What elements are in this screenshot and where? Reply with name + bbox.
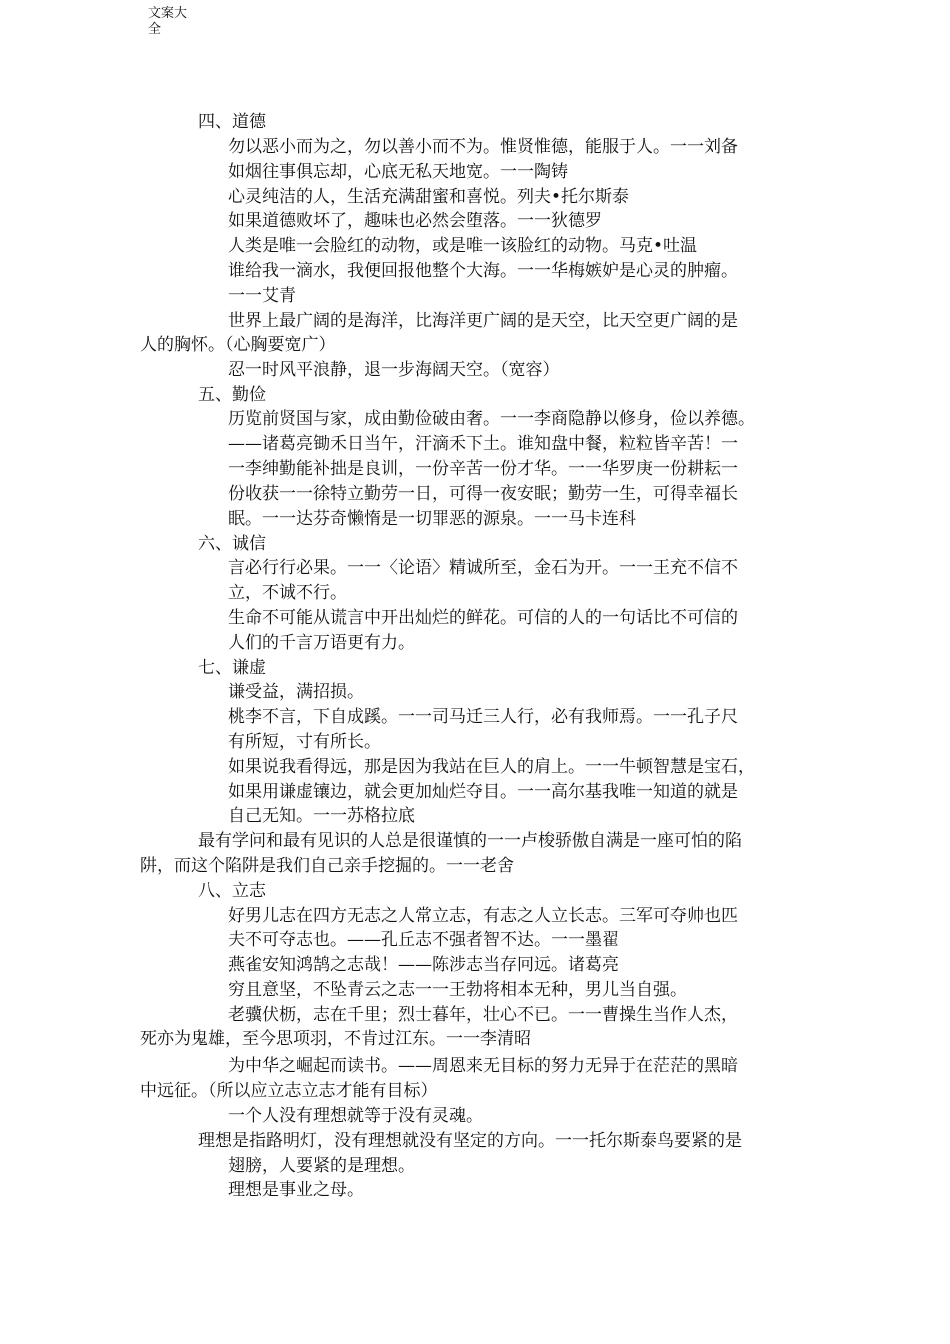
text-line: 燕雀安知鸿鹄之志哉！——陈涉志当存冋远。诸葛亮 [228, 955, 619, 975]
text-line: 理想是指路明灯，没有理想就没有坚定的方向。一一托尔斯泰鸟要紧的是 [198, 1131, 742, 1151]
text-line: 为中华之崛起而读书。——周恩来无目标的努力无异于在茫茫的黑暗 [228, 1056, 738, 1076]
text-line: 如果说我看得远，那是因为我站在巨人的肩上。一一牛顿智慧是宝石， [228, 757, 755, 777]
text-line: 一个人没有理想就等于没有灵魂。 [228, 1106, 483, 1126]
text-line: 有所短，寸有所长。 [228, 732, 381, 752]
text-line: 眠。一一达芬奇懒惰是一切罪恶的源泉。一一马卡连科 [228, 509, 636, 529]
text-line: 人的胸怀。（心胸要宽广） [140, 335, 336, 355]
text-line: 如果用谦虚镶边，就会更加灿烂夺目。一一高尔基我唯一知道的就是 [228, 782, 738, 802]
text-line: 最有学问和最有见识的人总是很谨慎的一一卢梭骄傲自满是一座可怕的陷 [198, 831, 742, 851]
text-line: 勿以恶小而为之，勿以善小而不为。惟贤惟德，能服于人。一一刘备 [228, 137, 738, 157]
section-heading-modesty: 七、谦虚 [198, 658, 266, 678]
text-line: 生命不可能从谎言中开出灿烂的鲜花。可信的人的一句话比不可信的 [228, 608, 738, 628]
text-line: ——诸葛亮锄禾日当午，汗滴禾下土。谁知盘中餐，粒粒皆辛苦！一 [228, 434, 738, 454]
text-line: 忍一时风平浪静，退一步海阔天空。（宽容） [228, 360, 560, 380]
text-line: 谁给我一滴水，我便回报他整个大海。一一华梅嫉妒是心灵的肿瘤。 [228, 261, 738, 281]
page-header [148, 6, 208, 38]
text-line: 人类是唯一会脸红的动物，或是唯一该脸红的动物。马克•吐温 [228, 236, 698, 256]
text-line: 如烟往事俱忘却，心底无私天地宽。一一陶铸 [228, 162, 568, 182]
section-heading-morality: 四、道德 [198, 112, 266, 132]
text-line: 翅膀，人要紧的是理想。 [228, 1156, 415, 1176]
text-line: 死亦为鬼雄，至今思项羽，不肯过江东。一一李清昭 [140, 1029, 531, 1049]
text-line: 世界上最广阔的是海洋，比海洋更广阔的是天空，比天空更广阔的是 [228, 311, 738, 331]
text-line: 一李绅勤能补拙是良训，一份辛苦一份才华。一一华罗庚一份耕耘一 [228, 459, 738, 479]
text-line: 言必行行必果。一一〈论语〉精诚所至，金石为开。一一王充不信不 [228, 558, 738, 578]
text-line: 中远征。（所以应立志立志才能有目标） [140, 1081, 438, 1101]
text-line: 心灵纯洁的人，生活充满甜蜜和喜悦。列夫•托尔斯泰 [228, 187, 630, 207]
text-line: 历览前贤国与家，成由勤俭破由奢。一一李商隐静以修身，俭以养德。 [228, 409, 755, 429]
section-heading-frugality: 五、勤俭 [198, 385, 266, 405]
text-line: 好男儿志在四方无志之人常立志，有志之人立长志。三军可夺帅也匹 [228, 906, 738, 926]
text-line: 理想是事业之母。 [228, 1180, 364, 1200]
text-line: 一一艾青 [228, 286, 296, 306]
section-heading-ambition: 八、立志 [198, 881, 266, 901]
header-line-2: 全 [148, 22, 162, 37]
text-line: 夫不可夺志也。——孔丘志不强者智不达。一一墨翟 [228, 930, 619, 950]
text-line: 立，不诚不行。 [228, 583, 347, 603]
text-line: 人们的千言万语更有力。 [228, 633, 415, 653]
text-line: 老骥伏枥，志在千里；烈士暮年，壮心不已。一一曹操生当作人杰， [228, 1005, 738, 1025]
text-line: 桃李不言，下自成蹊。一一司马迁三人行，必有我师焉。一一孔子尺 [228, 707, 738, 727]
section-heading-integrity: 六、诚信 [198, 534, 266, 554]
text-line: 阱，而这个陷阱是我们自己亲手挖掘的。一一老舍 [140, 856, 514, 876]
text-line: 自己无知。一一苏格拉底 [228, 806, 415, 826]
text-line: 穷且意坚，不坠青云之志一一王勃将相本无种，男儿当自强。 [228, 980, 687, 1000]
text-line: 如果道德败坏了，趣味也必然会堕落。一一狄德罗 [228, 211, 602, 231]
header-line-1: 文案大 [148, 6, 188, 21]
text-line: 谦受益，满招损。 [228, 682, 364, 702]
text-line: 份收获一一徐特立勤劳一日，可得一夜安眠；勤劳一生，可得幸福长 [228, 484, 738, 504]
